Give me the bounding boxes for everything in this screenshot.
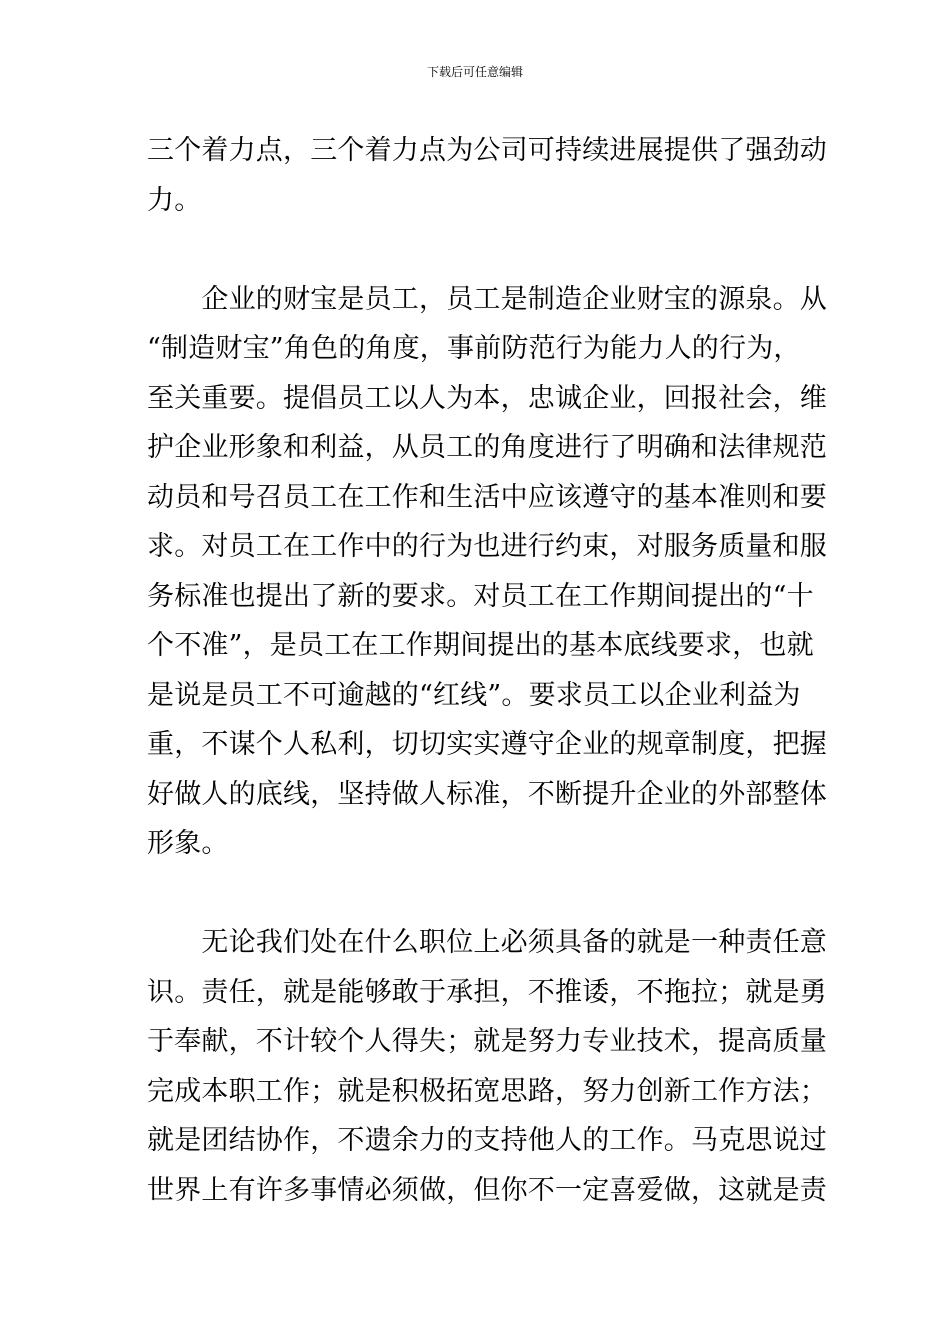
paragraph-line: 护企业形象和利益，从员工的角度进行了明确和法律规范	[147, 432, 827, 463]
paragraph-line: 动员和号召员工在工作和生活中应该遵守的基本准则和要	[147, 481, 827, 513]
paragraph-line: 是说是员工不可逾越的“红线”。要求员工以企业利益为	[147, 679, 801, 711]
paragraph-line: 识。责任，就是能够敢于承担，不推诿，不拖拉；就是勇	[147, 976, 827, 1008]
paragraph-line: 至关重要。提倡员工以人为本，忠诚企业，回报社会，维	[147, 382, 827, 414]
paragraph-line: 个不准”，是员工在工作期间提出的基本底线要求，也就	[147, 630, 814, 661]
page-header: 下载后可任意编辑	[426, 65, 523, 79]
paragraph-line: 企业的财宝是员工，员工是制造企业财宝的源泉。从	[147, 283, 827, 315]
paragraph-spacer	[147, 869, 807, 919]
paragraph-line: 三个着力点，三个着力点为公司可持续进展提供了强劲动	[147, 135, 827, 166]
paragraph-line: 形象。	[147, 828, 229, 859]
paragraph-3	[147, 918, 827, 1215]
paragraph-line: 完成本职工作；就是积极拓宽思路，努力创新工作方法；	[147, 1075, 827, 1107]
paragraph-line: 好做人的底线，坚持做人标准，不断提升企业的外部整体	[147, 778, 827, 810]
paragraph-line: 重，不谋个人私利，切切实实遵守企业的规章制度，把握	[147, 729, 827, 760]
paragraph-1	[147, 126, 827, 225]
paragraph-2	[147, 275, 827, 869]
paragraph-line: 于奉献，不计较个人得失；就是努力专业技术，提高质量	[147, 1026, 827, 1057]
paragraph-line: 无论我们处在什么职位上必须具备的就是一种责任意	[147, 927, 827, 958]
paragraph-spacer	[147, 225, 807, 275]
paragraph-line: 就是团结协作，不遗余力的支持他人的工作。马克思说过	[147, 1125, 827, 1156]
paragraph-line: 求。对员工在工作中的行为也进行约束，对服务质量和服	[147, 531, 827, 562]
document-body	[147, 126, 827, 1215]
paragraph-line: 务标准也提出了新的要求。对员工在工作期间提出的“十	[147, 580, 814, 612]
paragraph-line: “制造财宝”角色的角度，事前防范行为能力人的行为，	[147, 333, 801, 364]
paragraph-line: 世界上有许多事情必须做，但你不一定喜爱做，这就是责	[147, 1174, 827, 1206]
paragraph-line: 力。	[147, 184, 202, 216]
